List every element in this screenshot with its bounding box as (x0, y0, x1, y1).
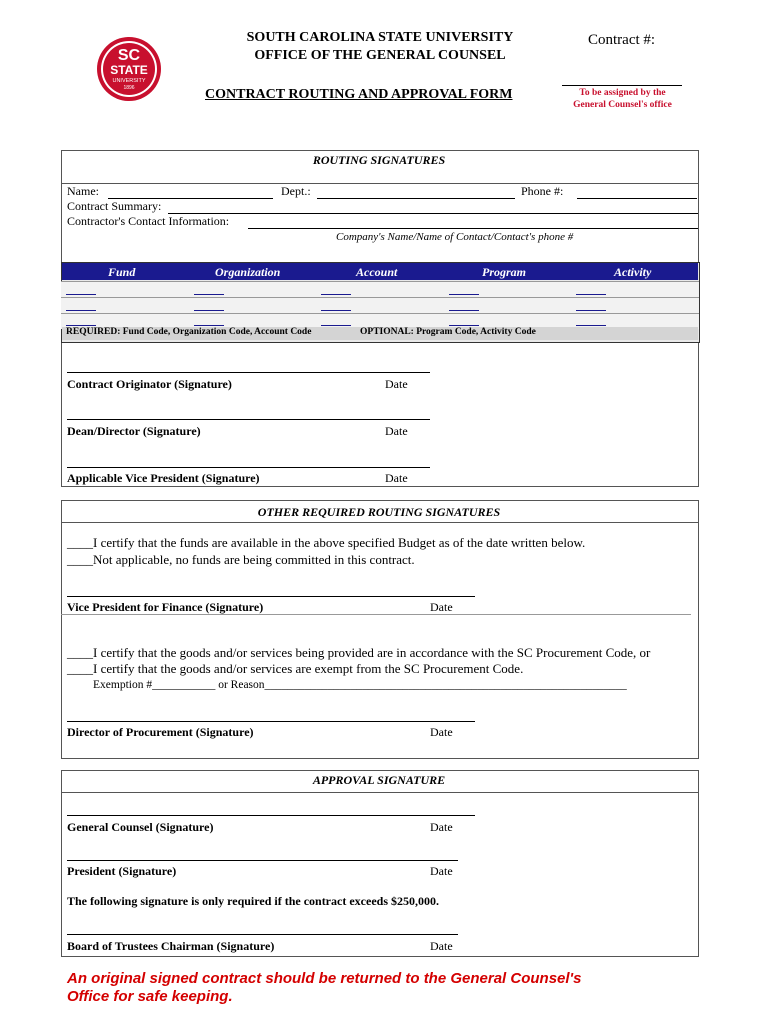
phone-label: Phone #: (521, 184, 564, 198)
assigned-note (555, 87, 690, 111)
col-organization: Organization (215, 265, 281, 279)
fund-input[interactable] (66, 284, 96, 295)
col-fund: Fund (108, 265, 136, 279)
contract-number-label: Contract #: (588, 32, 656, 48)
divider (61, 792, 698, 793)
other-title: OTHER REQUIRED ROUTING SIGNATURES (257, 505, 501, 519)
col-account: Account (356, 265, 398, 279)
divider (61, 522, 698, 523)
contract-number-field[interactable] (562, 85, 682, 86)
summary-field[interactable] (168, 213, 698, 214)
assigned-note-line1: To be assigned by the (579, 88, 666, 98)
organization-input[interactable] (194, 315, 224, 326)
assigned-note-line2: General Counsel's office (573, 100, 672, 110)
vp-finance-signature-line[interactable] (67, 596, 475, 597)
seal-icon (96, 36, 162, 102)
organization-input[interactable] (194, 284, 224, 295)
originator-signature-line[interactable] (67, 372, 430, 373)
program-input[interactable] (449, 300, 479, 311)
originator-signature-label: Contract Originator (Signature) (67, 377, 232, 391)
contact-hint: Company's Name/Name of Contact/Contact's phone # (336, 231, 574, 243)
vp-signature-label: Applicable Vice President (Signature) (67, 471, 260, 485)
phone-field[interactable] (577, 198, 697, 199)
footer-note-line1: An original signed contract should be returned to the General Counsel's (67, 970, 582, 987)
funds-certify-option[interactable]: ____I certify that the funds are available in the above specified Budget as of the date written below. (67, 535, 586, 550)
vp-signature-line[interactable] (67, 467, 430, 468)
gc-label: General Counsel (Signature) (67, 820, 214, 834)
vp-finance-date-label: Date (430, 600, 453, 614)
approval-title: APPROVAL SIGNATURE (312, 773, 446, 787)
activity-input[interactable] (576, 315, 606, 326)
form-title: CONTRACT ROUTING AND APPROVAL FORM (205, 87, 513, 102)
university-logo (96, 36, 162, 102)
organization-input[interactable] (194, 300, 224, 311)
university-name: SOUTH CAROLINA STATE UNIVERSITY (246, 30, 514, 45)
board-label: Board of Trustees Chairman (Signature) (67, 939, 275, 953)
footer-note-line2: Office for safe keeping. (67, 988, 233, 1005)
program-input[interactable] (449, 284, 479, 295)
optional-note: OPTIONAL: Program Code, Activity Code (360, 327, 536, 337)
activity-input[interactable] (576, 284, 606, 295)
president-signature-line[interactable] (67, 860, 458, 861)
procurement-date-label: Date (430, 725, 453, 739)
name-label: Name: (67, 184, 99, 198)
col-program: Program (482, 265, 527, 279)
office-name: OFFICE OF THE GENERAL COUNSEL (254, 48, 506, 63)
president-date-label: Date (430, 864, 453, 878)
president-label: President (Signature) (67, 864, 177, 878)
logo-univ-text: UNIVERSITY (112, 78, 146, 84)
dean-date-label: Date (385, 424, 408, 438)
gc-signature-line[interactable] (67, 815, 475, 816)
originator-date-label: Date (385, 377, 408, 391)
col-activity: Activity (614, 265, 652, 279)
summary-label: Contract Summary: (67, 199, 162, 213)
funds-na-option[interactable]: ____Not applicable, no funds are being committed in this contract. (67, 552, 415, 567)
procurement-signature-line[interactable] (67, 721, 475, 722)
procurement-exempt-option[interactable]: ____I certify that the goods and/or services are exempt from the SC Procurement Code. (67, 661, 524, 676)
dept-label: Dept.: (281, 184, 311, 198)
logo-year-text: 1896 (123, 85, 135, 91)
exemption-field[interactable]: Exemption #___________ or Reason_______________________________________________________________ (93, 679, 627, 691)
board-signature-line[interactable] (67, 934, 458, 935)
dept-field[interactable] (317, 198, 515, 199)
logo-sc-text: SC (117, 47, 141, 64)
activity-input[interactable] (576, 300, 606, 311)
procurement-certify-option[interactable]: ____I certify that the goods and/or services being provided are in accordance with the SC Procurement Code, or (67, 645, 651, 660)
account-input[interactable] (321, 284, 351, 295)
dean-signature-line[interactable] (67, 419, 430, 420)
vp-date-label: Date (385, 471, 408, 485)
threshold-note: The following signature is only required if the contract exceeds $250,000. (67, 894, 439, 908)
dean-signature-label: Dean/Director (Signature) (67, 424, 201, 438)
program-input[interactable] (449, 315, 479, 326)
fund-input[interactable] (66, 300, 96, 311)
account-input[interactable] (321, 315, 351, 326)
routing-title: ROUTING SIGNATURES (312, 153, 446, 167)
contact-field[interactable] (248, 228, 698, 229)
vp-finance-label: Vice President for Finance (Signature) (67, 600, 264, 614)
logo-state-text: STATE (110, 63, 148, 77)
board-date-label: Date (430, 939, 453, 953)
gc-date-label: Date (430, 820, 453, 834)
fund-input[interactable] (66, 315, 96, 326)
divider (61, 183, 698, 184)
required-note: REQUIRED: Fund Code, Organization Code, Account Code (66, 327, 312, 337)
procurement-label: Director of Procurement (Signature) (67, 725, 254, 739)
account-input[interactable] (321, 300, 351, 311)
divider (61, 614, 691, 615)
contact-label: Contractor's Contact Information: (67, 214, 230, 228)
